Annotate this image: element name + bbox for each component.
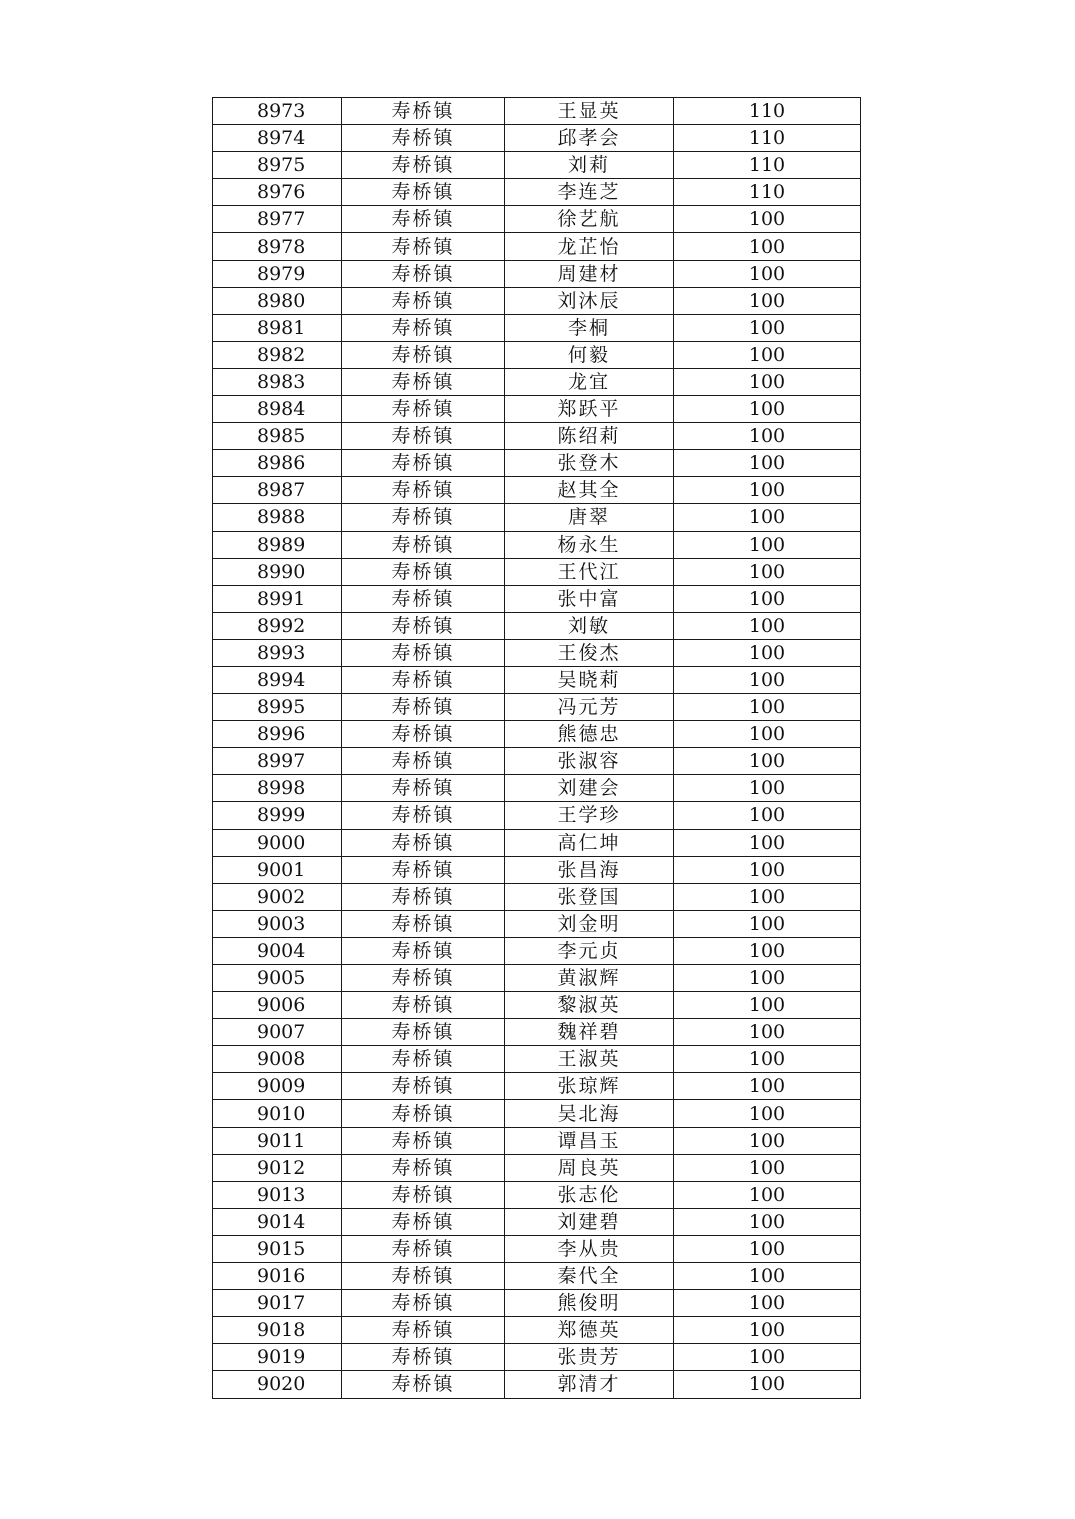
town-cell: 寿桥镇 bbox=[342, 179, 505, 206]
amount-cell: 110 bbox=[674, 179, 861, 206]
town-cell: 寿桥镇 bbox=[342, 1100, 505, 1127]
amount-cell: 100 bbox=[674, 639, 861, 666]
row-number-cell: 9019 bbox=[213, 1344, 342, 1371]
row-number-cell: 8986 bbox=[213, 450, 342, 477]
row-number-cell: 9000 bbox=[213, 829, 342, 856]
amount-cell: 110 bbox=[674, 125, 861, 152]
name-cell: 刘敏 bbox=[505, 612, 674, 639]
name-cell: 唐翠 bbox=[505, 504, 674, 531]
row-number-cell: 9005 bbox=[213, 965, 342, 992]
table-row bbox=[213, 260, 861, 287]
amount-cell: 100 bbox=[674, 1181, 861, 1208]
name-cell: 刘建碧 bbox=[505, 1208, 674, 1235]
amount-cell: 100 bbox=[674, 883, 861, 910]
amount-cell: 100 bbox=[674, 1073, 861, 1100]
row-number-cell: 8985 bbox=[213, 423, 342, 450]
table-row bbox=[213, 1181, 861, 1208]
amount-cell: 100 bbox=[674, 450, 861, 477]
table-row bbox=[213, 504, 861, 531]
amount-cell: 100 bbox=[674, 423, 861, 450]
table-row bbox=[213, 1019, 861, 1046]
amount-cell: 100 bbox=[674, 1154, 861, 1181]
table-row bbox=[213, 1046, 861, 1073]
name-cell: 黎淑英 bbox=[505, 992, 674, 1019]
amount-cell: 100 bbox=[674, 992, 861, 1019]
town-cell: 寿桥镇 bbox=[342, 1263, 505, 1290]
table-row bbox=[213, 152, 861, 179]
table-row bbox=[213, 1154, 861, 1181]
table-row bbox=[213, 179, 861, 206]
row-number-cell: 9007 bbox=[213, 1019, 342, 1046]
amount-cell: 100 bbox=[674, 1046, 861, 1073]
amount-cell: 100 bbox=[674, 748, 861, 775]
row-number-cell: 9010 bbox=[213, 1100, 342, 1127]
amount-cell: 100 bbox=[674, 802, 861, 829]
table-row bbox=[213, 639, 861, 666]
row-number-cell: 8993 bbox=[213, 639, 342, 666]
table-row bbox=[213, 477, 861, 504]
table-row bbox=[213, 1371, 861, 1398]
amount-cell: 100 bbox=[674, 694, 861, 721]
town-cell: 寿桥镇 bbox=[342, 829, 505, 856]
amount-cell: 100 bbox=[674, 1371, 861, 1398]
row-number-cell: 9020 bbox=[213, 1371, 342, 1398]
row-number-cell: 9016 bbox=[213, 1263, 342, 1290]
row-number-cell: 8977 bbox=[213, 206, 342, 233]
amount-cell: 100 bbox=[674, 233, 861, 260]
name-cell: 李连芝 bbox=[505, 179, 674, 206]
row-number-cell: 9017 bbox=[213, 1290, 342, 1317]
name-cell: 杨永生 bbox=[505, 531, 674, 558]
name-cell: 赵其全 bbox=[505, 477, 674, 504]
town-cell: 寿桥镇 bbox=[342, 1073, 505, 1100]
town-cell: 寿桥镇 bbox=[342, 612, 505, 639]
town-cell: 寿桥镇 bbox=[342, 396, 505, 423]
row-number-cell: 8988 bbox=[213, 504, 342, 531]
table-row bbox=[213, 423, 861, 450]
table-row bbox=[213, 1100, 861, 1127]
name-cell: 刘金明 bbox=[505, 910, 674, 937]
name-cell: 王学珍 bbox=[505, 802, 674, 829]
amount-cell: 100 bbox=[674, 396, 861, 423]
row-number-cell: 9004 bbox=[213, 937, 342, 964]
town-cell: 寿桥镇 bbox=[342, 1046, 505, 1073]
town-cell: 寿桥镇 bbox=[342, 341, 505, 368]
row-number-cell: 9014 bbox=[213, 1208, 342, 1235]
name-cell: 龙宜 bbox=[505, 368, 674, 395]
name-cell: 黄淑辉 bbox=[505, 965, 674, 992]
name-cell: 熊德忠 bbox=[505, 721, 674, 748]
table-row bbox=[213, 856, 861, 883]
town-cell: 寿桥镇 bbox=[342, 1371, 505, 1398]
town-cell: 寿桥镇 bbox=[342, 477, 505, 504]
table-row bbox=[213, 368, 861, 395]
table-row bbox=[213, 775, 861, 802]
name-cell: 吴北海 bbox=[505, 1100, 674, 1127]
town-cell: 寿桥镇 bbox=[342, 1235, 505, 1262]
row-number-cell: 9015 bbox=[213, 1235, 342, 1262]
amount-cell: 100 bbox=[674, 314, 861, 341]
town-cell: 寿桥镇 bbox=[342, 639, 505, 666]
table-row bbox=[213, 965, 861, 992]
table-row bbox=[213, 98, 861, 125]
town-cell: 寿桥镇 bbox=[342, 992, 505, 1019]
name-cell: 李桐 bbox=[505, 314, 674, 341]
name-cell: 魏祥碧 bbox=[505, 1019, 674, 1046]
row-number-cell: 8984 bbox=[213, 396, 342, 423]
town-cell: 寿桥镇 bbox=[342, 1154, 505, 1181]
amount-cell: 100 bbox=[674, 585, 861, 612]
town-cell: 寿桥镇 bbox=[342, 883, 505, 910]
amount-cell: 100 bbox=[674, 287, 861, 314]
name-cell: 郭清才 bbox=[505, 1371, 674, 1398]
name-cell: 张贵芳 bbox=[505, 1344, 674, 1371]
row-number-cell: 8975 bbox=[213, 152, 342, 179]
town-cell: 寿桥镇 bbox=[342, 287, 505, 314]
amount-cell: 100 bbox=[674, 1127, 861, 1154]
town-cell: 寿桥镇 bbox=[342, 504, 505, 531]
town-cell: 寿桥镇 bbox=[342, 233, 505, 260]
amount-cell: 100 bbox=[674, 937, 861, 964]
name-cell: 张昌海 bbox=[505, 856, 674, 883]
table-row bbox=[213, 1235, 861, 1262]
row-number-cell: 8996 bbox=[213, 721, 342, 748]
name-cell: 张登国 bbox=[505, 883, 674, 910]
town-cell: 寿桥镇 bbox=[342, 368, 505, 395]
row-number-cell: 8976 bbox=[213, 179, 342, 206]
row-number-cell: 8980 bbox=[213, 287, 342, 314]
amount-cell: 100 bbox=[674, 1235, 861, 1262]
row-number-cell: 8989 bbox=[213, 531, 342, 558]
amount-cell: 100 bbox=[674, 477, 861, 504]
table-row bbox=[213, 1208, 861, 1235]
row-number-cell: 8995 bbox=[213, 694, 342, 721]
table-row bbox=[213, 233, 861, 260]
town-cell: 寿桥镇 bbox=[342, 531, 505, 558]
name-cell: 张淑容 bbox=[505, 748, 674, 775]
amount-cell: 100 bbox=[674, 1019, 861, 1046]
amount-cell: 100 bbox=[674, 612, 861, 639]
table-row bbox=[213, 206, 861, 233]
name-cell: 刘沐辰 bbox=[505, 287, 674, 314]
row-number-cell: 8983 bbox=[213, 368, 342, 395]
amount-cell: 100 bbox=[674, 721, 861, 748]
amount-cell: 100 bbox=[674, 1344, 861, 1371]
town-cell: 寿桥镇 bbox=[342, 1127, 505, 1154]
amount-cell: 100 bbox=[674, 504, 861, 531]
town-cell: 寿桥镇 bbox=[342, 260, 505, 287]
name-cell: 高仁坤 bbox=[505, 829, 674, 856]
table-row bbox=[213, 748, 861, 775]
town-cell: 寿桥镇 bbox=[342, 748, 505, 775]
row-number-cell: 9011 bbox=[213, 1127, 342, 1154]
table-body bbox=[213, 98, 861, 1399]
table-row bbox=[213, 937, 861, 964]
amount-cell: 100 bbox=[674, 829, 861, 856]
amount-cell: 100 bbox=[674, 1208, 861, 1235]
table-row bbox=[213, 883, 861, 910]
table-row bbox=[213, 396, 861, 423]
table-row bbox=[213, 1127, 861, 1154]
row-number-cell: 8987 bbox=[213, 477, 342, 504]
row-number-cell: 8990 bbox=[213, 558, 342, 585]
table-row bbox=[213, 585, 861, 612]
name-cell: 邱孝会 bbox=[505, 125, 674, 152]
town-cell: 寿桥镇 bbox=[342, 965, 505, 992]
amount-cell: 100 bbox=[674, 666, 861, 693]
town-cell: 寿桥镇 bbox=[342, 314, 505, 341]
town-cell: 寿桥镇 bbox=[342, 775, 505, 802]
table-row bbox=[213, 1290, 861, 1317]
table-row bbox=[213, 829, 861, 856]
table-row bbox=[213, 721, 861, 748]
table-row bbox=[213, 666, 861, 693]
town-cell: 寿桥镇 bbox=[342, 910, 505, 937]
name-cell: 郑跃平 bbox=[505, 396, 674, 423]
table-row bbox=[213, 1263, 861, 1290]
name-cell: 张中富 bbox=[505, 585, 674, 612]
amount-cell: 100 bbox=[674, 1263, 861, 1290]
row-number-cell: 8974 bbox=[213, 125, 342, 152]
row-number-cell: 8978 bbox=[213, 233, 342, 260]
data-table bbox=[212, 97, 861, 1399]
name-cell: 刘建会 bbox=[505, 775, 674, 802]
table-row bbox=[213, 1317, 861, 1344]
table-row bbox=[213, 802, 861, 829]
town-cell: 寿桥镇 bbox=[342, 721, 505, 748]
town-cell: 寿桥镇 bbox=[342, 1290, 505, 1317]
town-cell: 寿桥镇 bbox=[342, 1181, 505, 1208]
name-cell: 郑德英 bbox=[505, 1317, 674, 1344]
row-number-cell: 8998 bbox=[213, 775, 342, 802]
row-number-cell: 9008 bbox=[213, 1046, 342, 1073]
town-cell: 寿桥镇 bbox=[342, 450, 505, 477]
town-cell: 寿桥镇 bbox=[342, 694, 505, 721]
town-cell: 寿桥镇 bbox=[342, 558, 505, 585]
amount-cell: 100 bbox=[674, 531, 861, 558]
table-row bbox=[213, 558, 861, 585]
table-row bbox=[213, 450, 861, 477]
table-row bbox=[213, 694, 861, 721]
town-cell: 寿桥镇 bbox=[342, 585, 505, 612]
name-cell: 王淑英 bbox=[505, 1046, 674, 1073]
row-number-cell: 8992 bbox=[213, 612, 342, 639]
table-row bbox=[213, 1073, 861, 1100]
row-number-cell: 9012 bbox=[213, 1154, 342, 1181]
amount-cell: 100 bbox=[674, 368, 861, 395]
town-cell: 寿桥镇 bbox=[342, 206, 505, 233]
town-cell: 寿桥镇 bbox=[342, 423, 505, 450]
amount-cell: 100 bbox=[674, 856, 861, 883]
name-cell: 王显英 bbox=[505, 98, 674, 125]
amount-cell: 110 bbox=[674, 152, 861, 179]
name-cell: 李元贞 bbox=[505, 937, 674, 964]
name-cell: 吴晓莉 bbox=[505, 666, 674, 693]
row-number-cell: 9009 bbox=[213, 1073, 342, 1100]
row-number-cell: 8981 bbox=[213, 314, 342, 341]
town-cell: 寿桥镇 bbox=[342, 152, 505, 179]
name-cell: 熊俊明 bbox=[505, 1290, 674, 1317]
name-cell: 王代江 bbox=[505, 558, 674, 585]
row-number-cell: 9006 bbox=[213, 992, 342, 1019]
row-number-cell: 8991 bbox=[213, 585, 342, 612]
town-cell: 寿桥镇 bbox=[342, 937, 505, 964]
table-row bbox=[213, 1344, 861, 1371]
amount-cell: 110 bbox=[674, 98, 861, 125]
town-cell: 寿桥镇 bbox=[342, 1019, 505, 1046]
town-cell: 寿桥镇 bbox=[342, 1344, 505, 1371]
table-row bbox=[213, 287, 861, 314]
town-cell: 寿桥镇 bbox=[342, 856, 505, 883]
row-number-cell: 8999 bbox=[213, 802, 342, 829]
row-number-cell: 9003 bbox=[213, 910, 342, 937]
row-number-cell: 8973 bbox=[213, 98, 342, 125]
amount-cell: 100 bbox=[674, 965, 861, 992]
table-row bbox=[213, 314, 861, 341]
table-row bbox=[213, 992, 861, 1019]
name-cell: 王俊杰 bbox=[505, 639, 674, 666]
amount-cell: 100 bbox=[674, 260, 861, 287]
table-row bbox=[213, 910, 861, 937]
town-cell: 寿桥镇 bbox=[342, 1208, 505, 1235]
name-cell: 何毅 bbox=[505, 341, 674, 368]
amount-cell: 100 bbox=[674, 910, 861, 937]
name-cell: 谭昌玉 bbox=[505, 1127, 674, 1154]
row-number-cell: 9018 bbox=[213, 1317, 342, 1344]
row-number-cell: 8994 bbox=[213, 666, 342, 693]
row-number-cell: 8982 bbox=[213, 341, 342, 368]
name-cell: 张志伦 bbox=[505, 1181, 674, 1208]
name-cell: 陈绍莉 bbox=[505, 423, 674, 450]
amount-cell: 100 bbox=[674, 558, 861, 585]
town-cell: 寿桥镇 bbox=[342, 802, 505, 829]
name-cell: 龙芷怡 bbox=[505, 233, 674, 260]
name-cell: 周建材 bbox=[505, 260, 674, 287]
row-number-cell: 8997 bbox=[213, 748, 342, 775]
row-number-cell: 8979 bbox=[213, 260, 342, 287]
town-cell: 寿桥镇 bbox=[342, 1317, 505, 1344]
amount-cell: 100 bbox=[674, 1290, 861, 1317]
row-number-cell: 9001 bbox=[213, 856, 342, 883]
name-cell: 徐艺航 bbox=[505, 206, 674, 233]
name-cell: 李从贵 bbox=[505, 1235, 674, 1262]
amount-cell: 100 bbox=[674, 341, 861, 368]
name-cell: 张琼辉 bbox=[505, 1073, 674, 1100]
amount-cell: 100 bbox=[674, 1317, 861, 1344]
town-cell: 寿桥镇 bbox=[342, 125, 505, 152]
row-number-cell: 9013 bbox=[213, 1181, 342, 1208]
name-cell: 张登木 bbox=[505, 450, 674, 477]
town-cell: 寿桥镇 bbox=[342, 98, 505, 125]
table-row bbox=[213, 531, 861, 558]
row-number-cell: 9002 bbox=[213, 883, 342, 910]
name-cell: 周良英 bbox=[505, 1154, 674, 1181]
name-cell: 刘莉 bbox=[505, 152, 674, 179]
amount-cell: 100 bbox=[674, 1100, 861, 1127]
town-cell: 寿桥镇 bbox=[342, 666, 505, 693]
name-cell: 冯元芳 bbox=[505, 694, 674, 721]
table-row bbox=[213, 341, 861, 368]
amount-cell: 100 bbox=[674, 206, 861, 233]
name-cell: 秦代全 bbox=[505, 1263, 674, 1290]
table-row bbox=[213, 125, 861, 152]
table-row bbox=[213, 612, 861, 639]
amount-cell: 100 bbox=[674, 775, 861, 802]
